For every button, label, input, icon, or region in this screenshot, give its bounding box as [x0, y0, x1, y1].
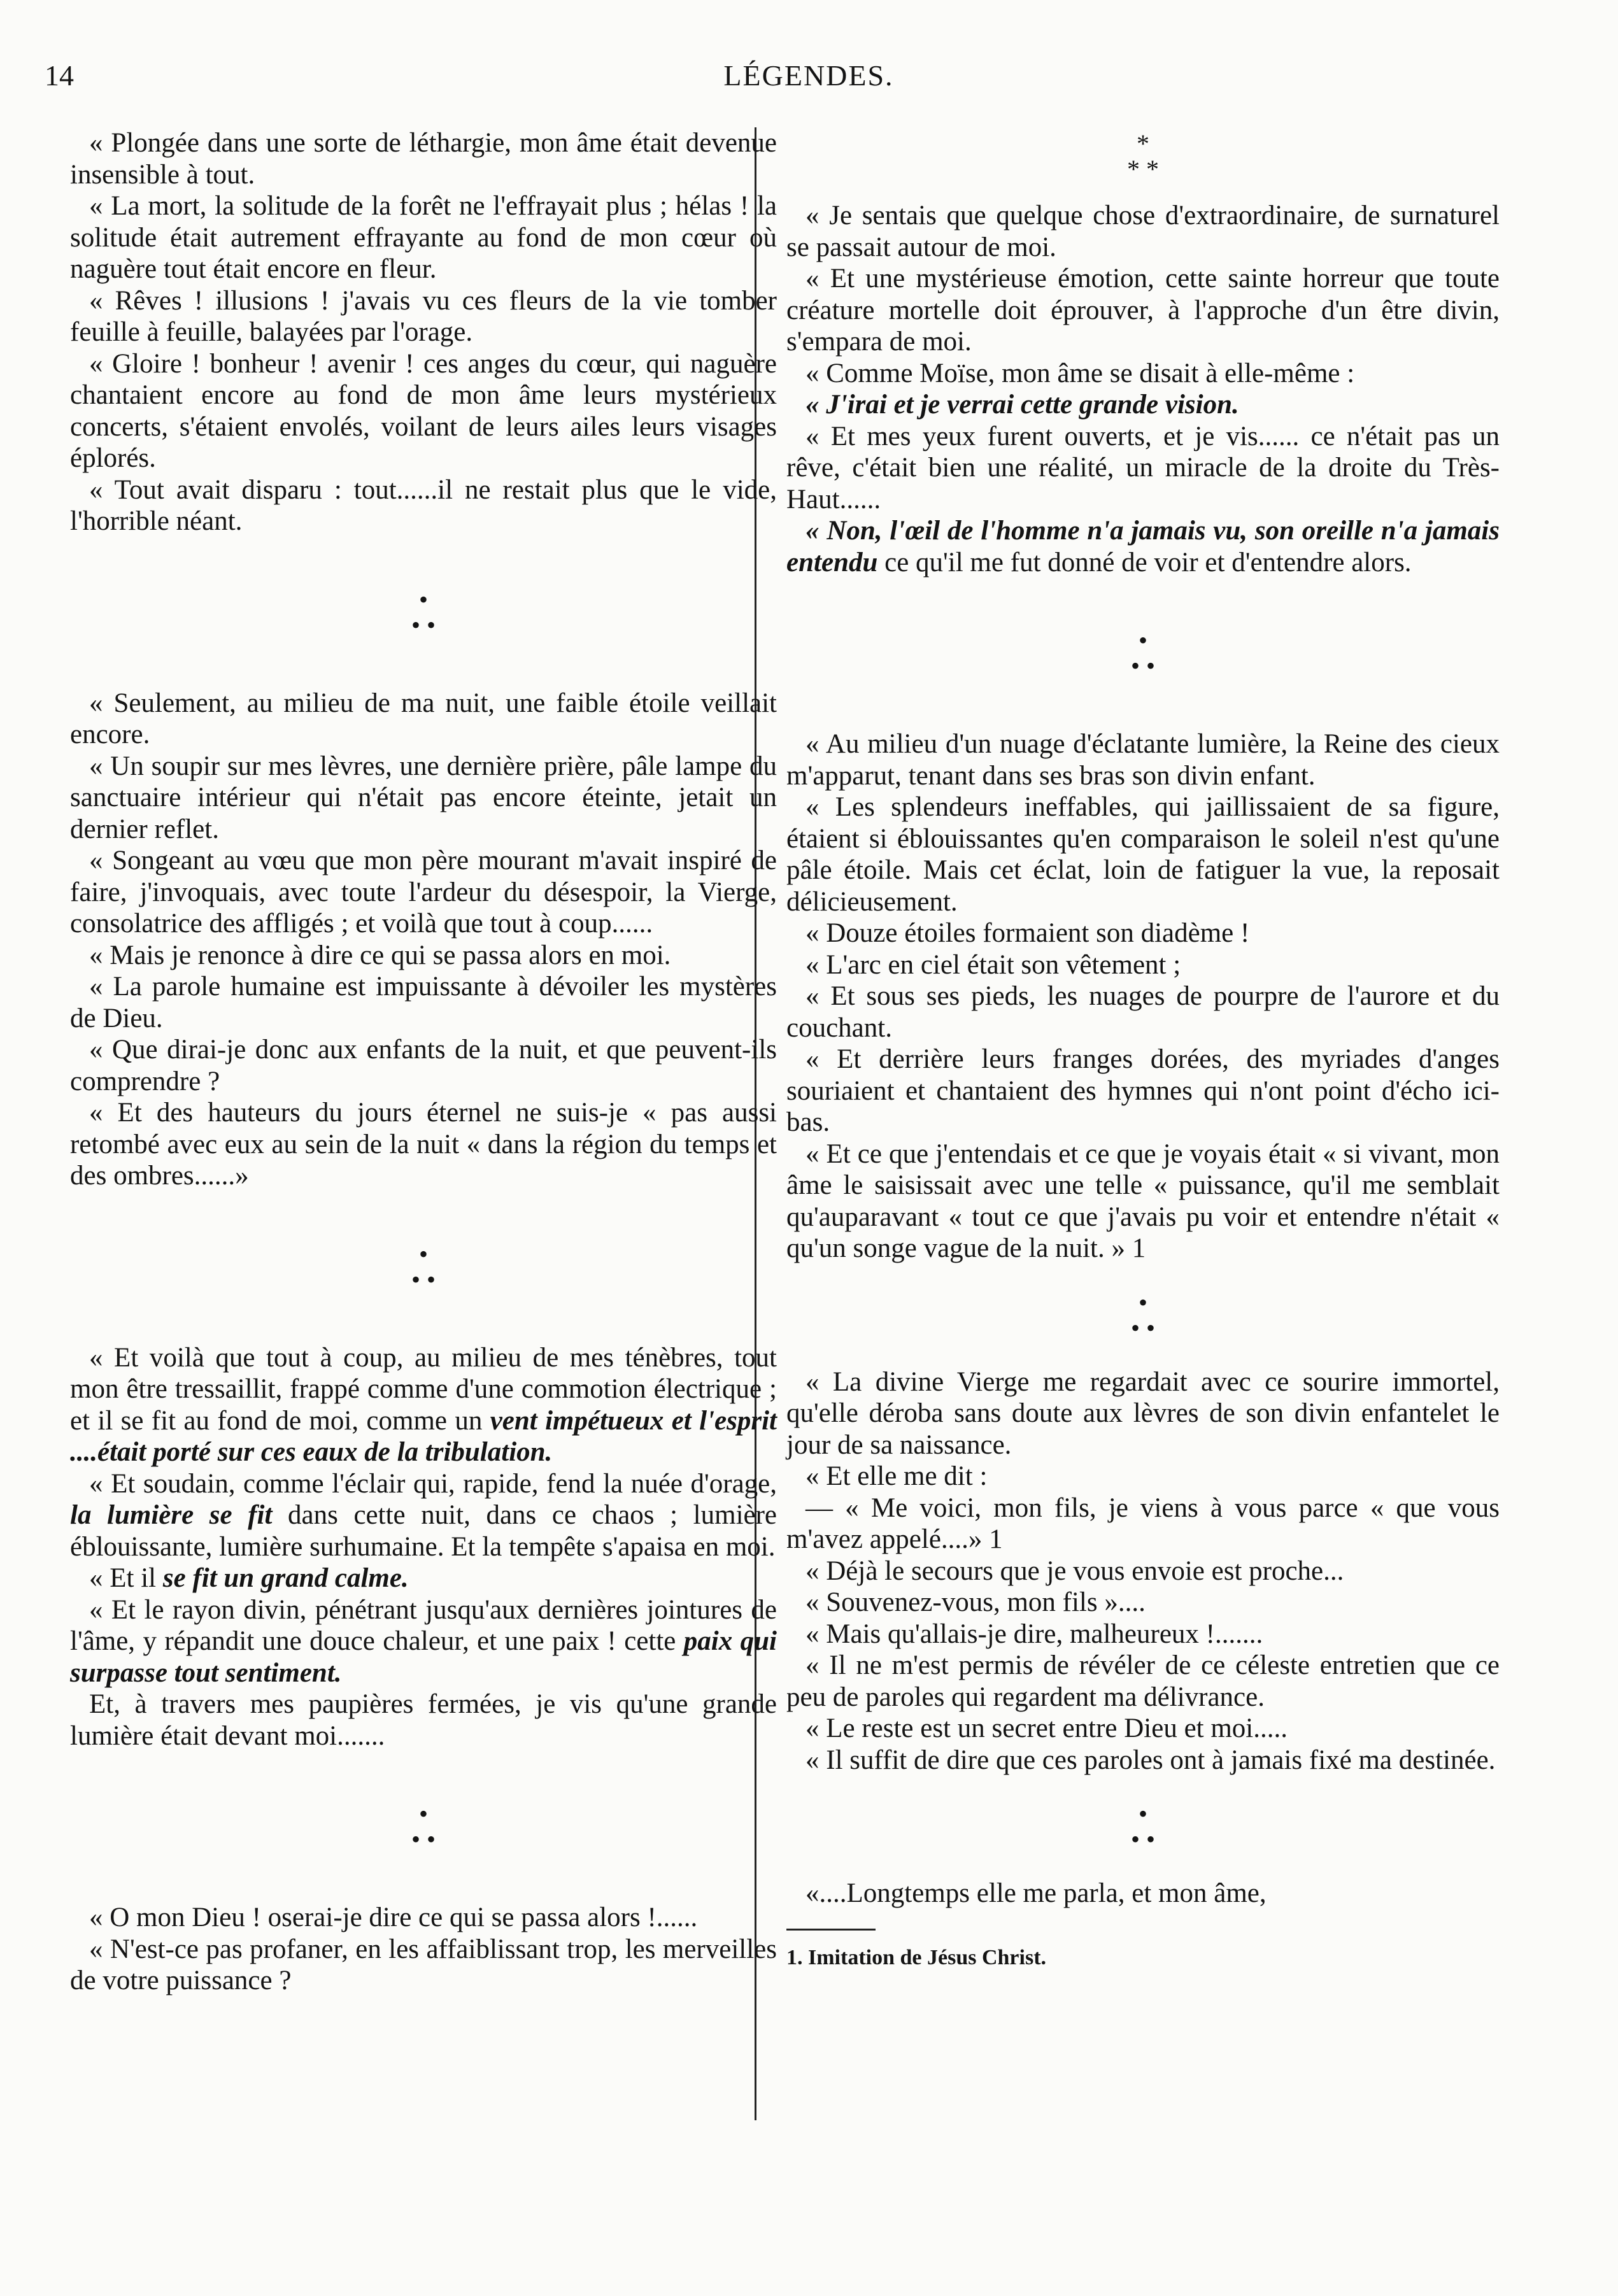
paragraph: « Comme Moïse, mon âme se disait à elle-même : [805, 358, 1355, 388]
paragraph: « Et une mystérieuse émotion, cette sainte horreur que toute créature mortelle doit éprouver, à l'approche d'un être divin, s'empara de moi. [786, 264, 1500, 357]
paragraph: « N'est-ce pas profaner, en les affaiblissant trop, les merveilles de votre puissance ? [70, 1934, 777, 1995]
paragraph: « Déjà le secours que je vous envoie est proche... [805, 1555, 1344, 1586]
footnote-rule [786, 1929, 876, 1931]
paragraph: «....Longtemps elle me parla, et mon âme, [805, 1878, 1267, 1908]
text-run: ce qu'il me fut donné de voir et d'entendre alors. [884, 547, 1412, 578]
paragraph: « Mais je renonce à dire ce qui se passa alors en moi. [89, 940, 671, 970]
emphasis: paix qui surpasse tout sentiment. [70, 1626, 777, 1688]
paragraph: « Seulement, au milieu de ma nuit, une faible étoile veillait encore. [70, 688, 777, 749]
page-number: 14 [45, 59, 74, 92]
paragraph: « Tout avait disparu : tout......il ne restait plus que le vide, l'horrible néant. [70, 474, 777, 536]
running-title: LÉGENDES. [723, 59, 894, 92]
asterism-separator: • • • [1130, 626, 1155, 680]
paragraph [70, 1468, 777, 1563]
paragraph [70, 1342, 777, 1468]
emphasis: se fit un grand calme. [162, 1563, 409, 1593]
paragraph: « La parole humaine est impuissante à dévoiler les mystères de Dieu. [70, 972, 777, 1033]
paragraph: « Au milieu d'un nuage d'éclatante lumière, la Reine des cieux m'apparut, tenant dans ses bras son divin enfant. [786, 729, 1500, 791]
asterism-separator: • • • [411, 1799, 436, 1853]
paragraph: « O mon Dieu ! oserai-je dire ce qui se passa alors !...... [89, 1903, 698, 1932]
emphasis: « Non, l'œil de l'homme n'a jamais vu, son oreille n'a jamais entendu [786, 516, 1500, 578]
right-column [786, 127, 1500, 1973]
paragraph: « Souvenez-vous, mon fils ».... [805, 1587, 1146, 1617]
paragraph: Et, à travers mes paupières fermées, je vis qu'une grande lumière était devant moi....... [70, 1689, 777, 1751]
text-run: « Et il [89, 1563, 157, 1593]
paragraph: « Rêves ! illusions ! j'avais vu ces fleurs de la vie tomber feuille à feuille, balayées par l'orage. [70, 285, 777, 347]
paragraph: « Et sous ses pieds, les nuages de pourpre de l'aurore et du couchant. [786, 981, 1500, 1043]
asterism-separator: * * * [1127, 129, 1159, 183]
paragraph [70, 1563, 777, 1594]
asterism-separator: • • • [411, 1239, 436, 1294]
paragraph: « Et derrière leurs franges dorées, des myriades d'anges souriaient et chantaient des hymnes qui n'ont point d'écho ici-bas. [786, 1044, 1500, 1137]
paragraph [70, 1594, 777, 1689]
paragraph: « Gloire ! bonheur ! avenir ! ces anges du cœur, qui naguère chantaient encore au fond de mon âme leurs mystérieux concerts, s'étaient envolés, voilant de leurs ailes leurs visages éplorés. [70, 348, 777, 473]
paragraph: « Et mes yeux furent ouverts, et je vis...... ce n'était pas un rêve, c'était bien une réalité, un miracle de la droite du Très-Haut...... [786, 421, 1500, 514]
paragraph: — « Me voici, mon fils, je viens à vous parce « que vous m'avez appelé....» 1 [786, 1492, 1500, 1554]
paragraph: « Que dirai-je donc aux enfants de la nuit, et que peuvent-ils comprendre ? [70, 1035, 777, 1096]
paragraph: « L'arc en ciel était son vêtement ; [805, 949, 1181, 980]
left-column [70, 127, 777, 1997]
text-run: « Et voilà que tout à coup, au milieu de mes ténèbres, tout mon être tressaillit, frappé comme d'une commotion électrique ; et il se fit au fond de moi, comme un [70, 1342, 777, 1436]
text-run: « Et soudain, comme l'éclair qui, rapide, fend la nuée d'orage, [89, 1468, 777, 1499]
paragraph: « Il suffit de dire que ces paroles ont à jamais fixé ma destinée. [805, 1745, 1496, 1775]
emphasis: la lumière se fit [70, 1500, 273, 1530]
footnote: 1. Imitation de Jésus Christ. [786, 1945, 1047, 1969]
paragraph [786, 515, 1500, 578]
paragraph: « Songeant au vœu que mon père mourant m'avait inspiré de faire, j'invoquais, avec toute l'ardeur du désespoir, la Vierge, consolatrice des affligés ; et voilà que tout à coup...... [70, 846, 777, 939]
paragraph: « J'irai et je verrai cette grande vision. [805, 390, 1239, 420]
paragraph: « Plongée dans une sorte de léthargie, mon âme était devenue insensible à tout. [70, 128, 777, 190]
page-header [45, 59, 1573, 103]
asterism-separator: • • • [1130, 1799, 1155, 1853]
paragraph: « La mort, la solitude de la forêt ne l'effrayait plus ; hélas ! la solitude était autrement effrayante au fond de mon cœur où naguère tout était encore en fleur. [70, 191, 777, 284]
asterism-separator: • • • [411, 585, 436, 639]
paragraph: « Mais qu'allais-je dire, malheureux !....... [805, 1619, 1263, 1649]
paragraph: « Et elle me dit : [805, 1461, 988, 1491]
text-run: dans cette nuit, dans ce chaos ; lumière éblouissante, lumière surhumaine. Et la tempête s'apaisa en moi. [70, 1500, 777, 1562]
paragraph: « Et des hauteurs du jours éternel ne suis-je « pas aussi retombé avec eux au sein de la nuit « dans la région du temps et des ombres......» [70, 1098, 777, 1191]
paragraph: « Douze étoiles formaient son diadème ! [805, 918, 1250, 948]
paragraph: « Un soupir sur mes lèvres, une dernière prière, pâle lampe du sanctuaire intérieur qui n'était pas encore éteinte, jetait un dernier reflet. [70, 751, 777, 844]
paragraph: « Je sentais que quelque chose d'extraordinaire, de surnaturel se passait autour de moi. [786, 201, 1500, 262]
paragraph: « Et ce que j'entendais et ce que je voyais était « si vivant, mon âme le saisissait avec une telle « puissance, qu'il me semblait qu'auparavant « tout ce que j'avais pu voir et entendre n'était « qu'un songe vague de la nuit. » 1 [786, 1138, 1500, 1263]
paragraph: « Il ne m'est permis de révéler de ce céleste entretien que ce peu de paroles qui regardent ma délivrance. [786, 1650, 1500, 1712]
paragraph: « La divine Vierge me regardait avec ce sourire immortel, qu'elle déroba sans doute aux lèvres de son divin enfantelet le jour de sa naissance. [786, 1366, 1500, 1460]
asterism-separator: • • • [1130, 1287, 1155, 1342]
text-run: « Et le rayon divin, pénétrant jusqu'aux dernières jointures de l'âme, y répandit une douce chaleur, et une paix ! cette [70, 1594, 777, 1656]
paragraph: « Les splendeurs ineffables, qui jaillissaient de sa figure, étaient si éblouissantes qu'en comparaison le soleil n'est qu'une pâle étoile. Mais cet éclat, loin de fatiguer la vue, la reposait délicieusement. [786, 792, 1500, 917]
emphasis: vent impétueux et l'esprit ....était porté sur ces eaux de la tribulation. [70, 1405, 777, 1467]
paragraph: « Le reste est un secret entre Dieu et moi..... [805, 1713, 1288, 1743]
